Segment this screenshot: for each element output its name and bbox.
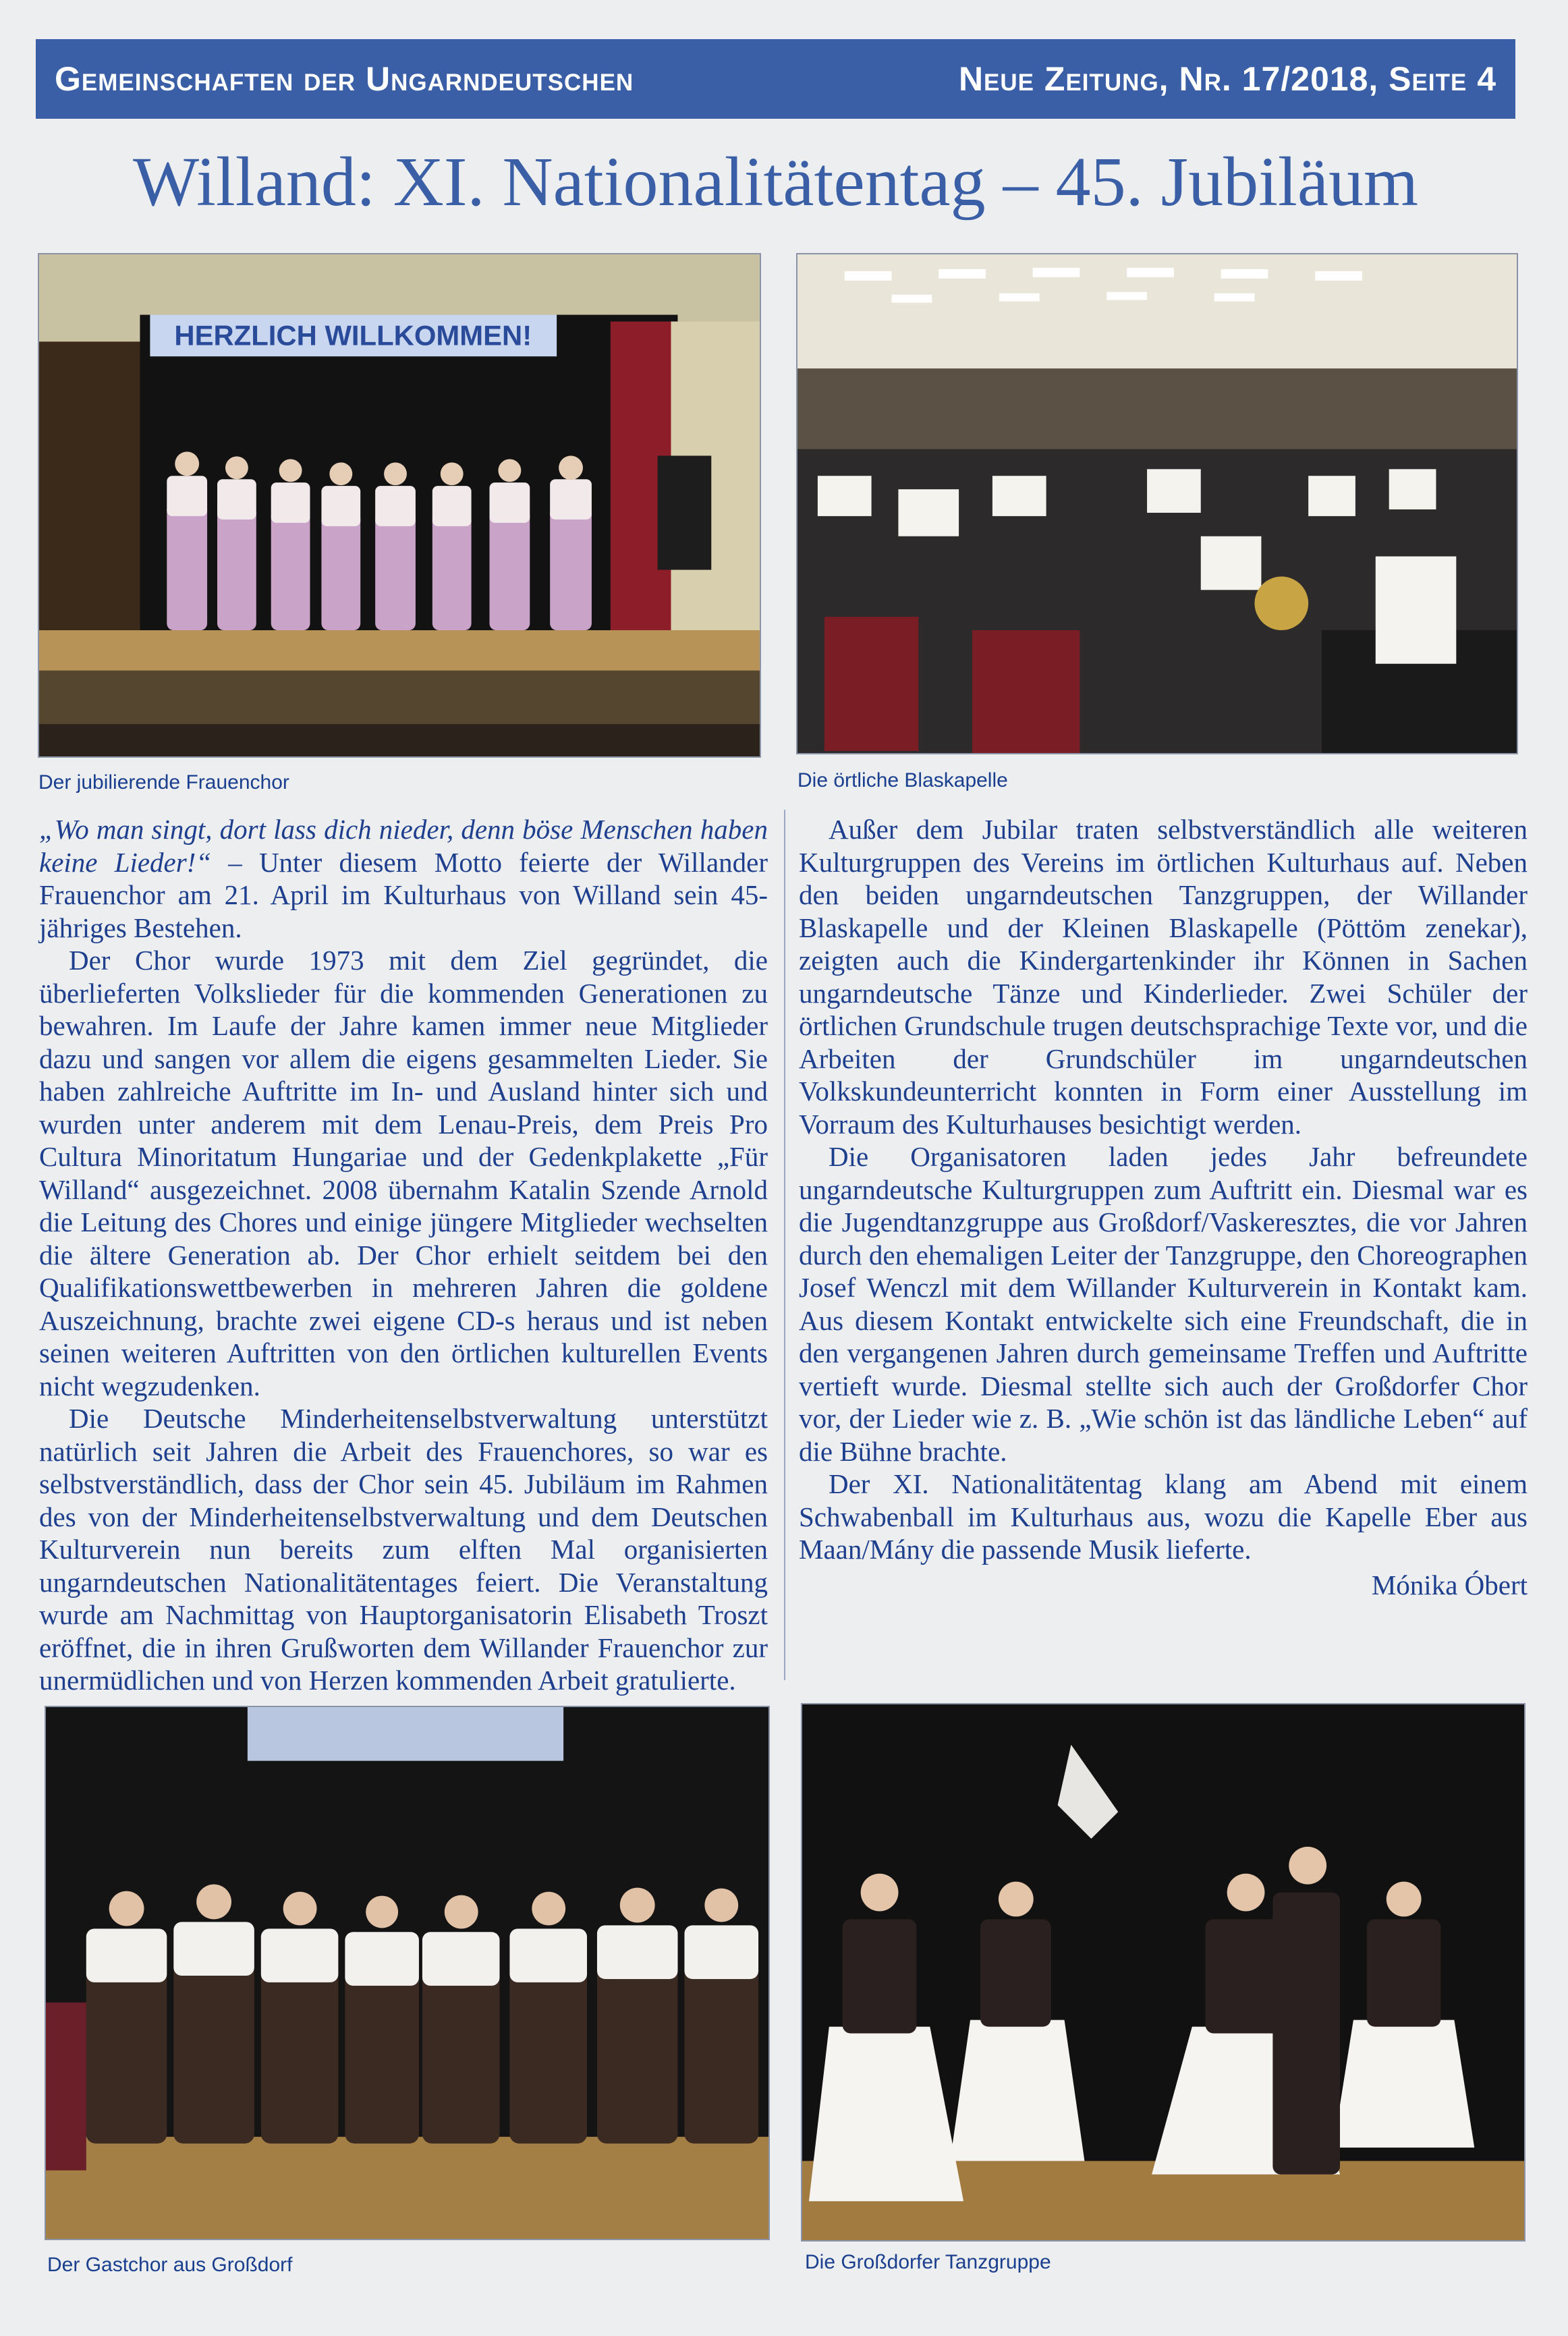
article-headline: Willand: XI. Nationalitätentag – 45. Jubiläum (133, 143, 1418, 221)
issue-info: Neue Zeitung, Nr. 17/2018, Seite 4 (958, 60, 1496, 98)
article-paragraph-1 (39, 813, 768, 944)
photo-guest-choir (45, 1706, 770, 2240)
caption-brass-band: Die örtliche Blaskapelle (797, 769, 1008, 791)
photo-dance-group (801, 1703, 1525, 2242)
photo-womens-choir (38, 253, 761, 758)
caption-womens-choir: Der jubilierende Frauenchor (38, 771, 289, 794)
caption-guest-choir: Der Gastchor aus Großdorf (47, 2254, 293, 2276)
article-motto: „Wo man singt, dort lass dich nieder, denn böse Menschen haben keine Lieder!“ (39, 814, 768, 878)
welcome-banner-text: HERZLICH WILLKOMMEN! (174, 319, 532, 352)
article-paragraph-5: Die Organisatoren laden jedes Jahr befreundete ungarndeutsche Kulturgruppen zum Auftritt ein. Diesmal war es die Jugendtanzgruppe aus Großdorf/Vaskeresztes, die vor Jahren durch den ehemaligen Leiter der Tanzgruppe, den Choreographen Josef Wenczl mit dem Willander Kulturverein in Kontakt kam. Aus diesem Kontakt entwickelte sich eine Freundschaft, die in den vergangenen Jahren durch gemeinsame Treffen und Auftritte vertieft wurde. Diesmal stellte sich auch der Großdorfer Chor vor, der Lieder wie z. B. „Wie schön ist das ländliche Leben“ auf die Bühne brachte. (799, 1141, 1528, 1467)
caption-dance-group: Die Großdorfer Tanzgruppe (805, 2251, 1051, 2273)
article-intro: – Unter diesem Motto feierte der Willander Frauenchor am 21. April im Kulturhaus von Willand sein 45-jähriges Bestehen. (39, 846, 768, 943)
article-paragraph-6: Der XI. Nationalitätentag klang am Abend mit einem Schwabenball im Kulturhaus aus, wozu die Kapelle Eber aus Maan/Mány die passende Musik lieferte. (799, 1468, 1528, 1565)
article-paragraph-3: Die Deutsche Minderheitenselbstverwaltung unterstützt natürlich seit Jahren die Arbeit des Frauenchores, so war es selbstverständlich, dass der Chor sein 45. Jubiläum im Rahmen des von der Minderheitenselbstverwaltung und dem Deutschen Kulturverein nun bereits zum elften Mal organisierten ungarndeutschen Nationalitätentages feiert. Die Veranstaltung wurde am Nachmittag von Hauptorganisatorin Elisabeth Troszt eröffnet, die in ihren Grußworten dem Willander Frauenchor zur unermüdlichen und von Herzen kommenden Arbeit gratulierte. (39, 1403, 768, 1696)
article-column-right (799, 813, 1528, 1601)
photo-brass-band (796, 253, 1518, 754)
column-divider (784, 810, 785, 1680)
article-column-left (39, 813, 768, 1697)
article-author: Mónika Óbert (1371, 1569, 1528, 1601)
page-header (36, 39, 1515, 119)
article-paragraph-4: Außer dem Jubilar traten selbstverständlich alle weiteren Kulturgruppen des Vereins im örtlichen Kulturhaus auf. Neben den beiden ungarndeutschen Tanzgruppen, der Willander Blaskapelle und der Kleinen Blaskapelle (Pöttöm zenekar), zeigten auch die Kindergartenkinder ihr Können in Sachen ungarndeutsche Tänze und Kinderlieder. Zwei Schüler der örtlichen Grundschule trugen deutschsprachige Texte vor, und die Arbeiten der Grundschüler im ungarndeutschen Volkskundeunterricht konnten in Form einer Ausstellung im Vorraum des Kulturhauses besichtigt werden. (799, 814, 1528, 1140)
article-paragraph-2: Der Chor wurde 1973 mit dem Ziel gegründet, die überlieferten Volkslieder für die kommenden Generationen zu bewahren. Im Laufe der Jahre kamen immer neue Mitglieder dazu und sangen vor allem die eigens gesammelten Lieder. Sie haben zahlreiche Auftritte im In- und Ausland hinter sich und wurden unter anderem mit dem Lenau-Preis, dem Preis Pro Cultura Minoritatum Hungariae und der Gedenkplakette „Für Willand“ ausgezeichnet. 2008 übernahm Katalin Szende Arnold die Leitung des Chores und einige jüngere Mitglieder wechselten die ältere Generation ab. Der Chor erhielt seitdem bei den Qualifikationswettbewerben in mehreren Jahren die goldene Auszeichnung, brachte zwei eigene CD-s heraus und ist neben seinen weiteren Auftritten von den örtlichen kulturellen Events nicht wegzudenken. (39, 945, 768, 1401)
section-title: Gemeinschaften der Ungarndeutschen (55, 60, 634, 98)
